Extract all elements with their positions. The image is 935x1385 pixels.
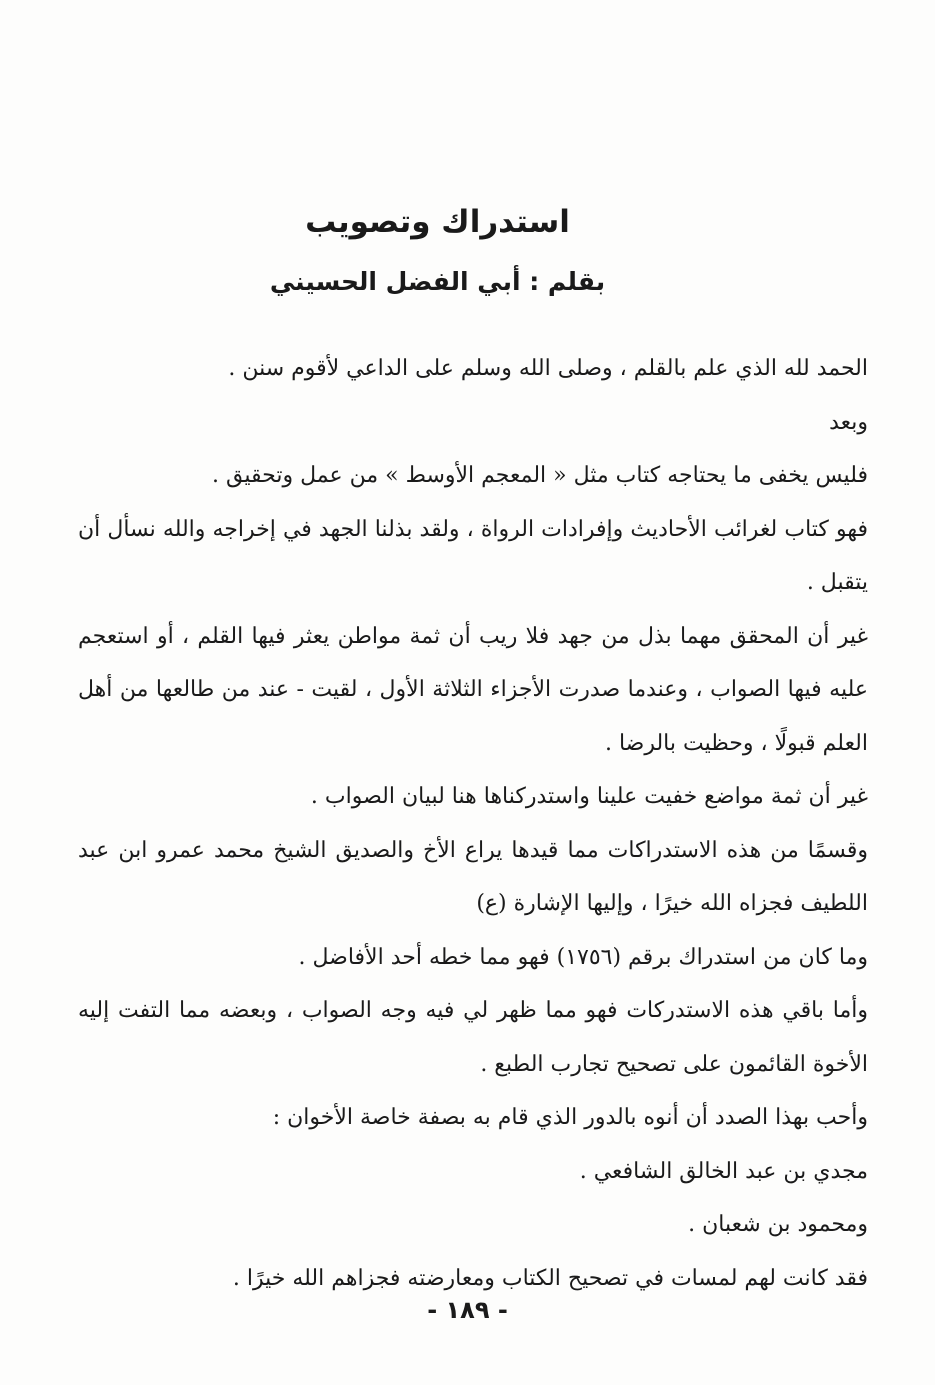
paragraph: فقد كانت لهم لمسات في تصحيح الكتاب ومعارضته فجزاهم الله خيرًا . (232, 1265, 868, 1291)
page-title: استدراك وتصويب (305, 204, 570, 240)
paragraph: غير أن ثمة مواضع خفيت علينا واستدركناها هنا لبيان الصواب . (310, 784, 868, 809)
paragraph: مجدي بن عبد الخالق الشافعي . (579, 1158, 868, 1184)
paragraph: وما كان من استدراك برقم (١٧٥٦) فهو مما خطه أحد الأفاضل . (298, 944, 868, 970)
author-line: بقلم : أبي الفضل الحسيني (269, 267, 606, 296)
document-body (78, 342, 868, 1305)
paragraph: ومحمود بن شعبان . (688, 1212, 868, 1237)
paragraph: فليس يخفى ما يحتاجه كتاب مثل « المعجم الأوسط » من عمل وتحقيق . (212, 463, 868, 488)
paragraph: الحمد لله الذي علم بالقلم ، وصلى الله وسلم على الداعي لأقوم سنن . (228, 356, 868, 381)
page-number: - ١٨٩ - (427, 1296, 508, 1324)
paragraph: وأما باقي هذه الاستدركات فهو مما ظهر لي فيه وجه الصواب ، وبعضه مما التفت إليه الأخوة القائمون على تصحيح تجارب الطبع . (78, 998, 868, 1077)
paragraph: فهو كتاب لغرائب الأحاديث وإفرادات الرواة ، ولقد بذلنا الجهد في إخراجه والله نسأل أن يتقبل . (78, 516, 868, 595)
paragraph: وأحب بهذا الصدد أن أنوه بالدور الذي قام به بصفة خاصة الأخوان : (272, 1105, 868, 1130)
paragraph: وبعد (829, 409, 868, 435)
paragraph: وقسمًا من هذه الاستدراكات مما قيدها يراع الأخ والصديق الشيخ محمد عمرو ابن عبد اللطيف فجزاه الله خيرًا ، وإليها الإشارة (ع) (78, 837, 868, 916)
paragraph: غير أن المحقق مهما بذل من جهد فلا ريب أن ثمة مواطن يعثر فيها القلم ، أو استعجم عليه فيها الصواب ، وعندما صدرت الأجزاء الثلاثة الأول ، لقيت - عند من طالعها من أهل العلم قبولًا ، وحظيت بالرضا . (78, 623, 868, 756)
